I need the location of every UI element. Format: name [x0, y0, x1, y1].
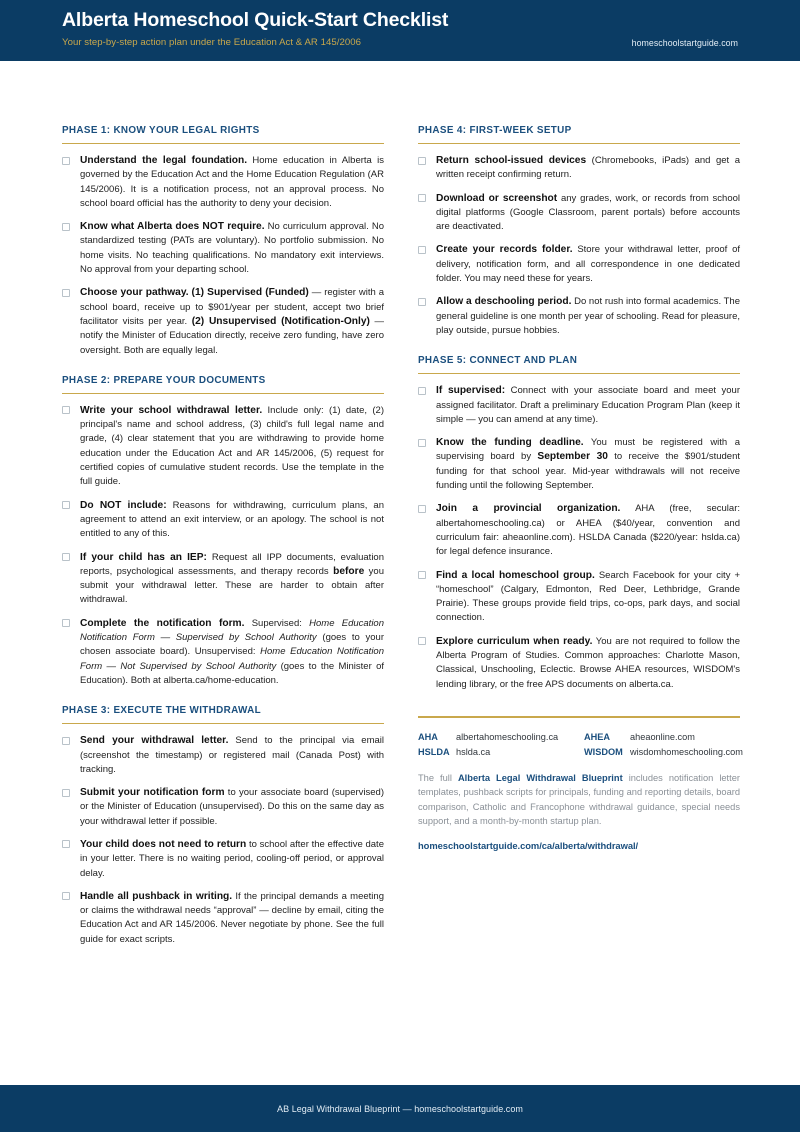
checkbox-icon[interactable]: [418, 157, 426, 165]
checklist-item-lead: Join a provincial organization.: [436, 503, 621, 515]
checklist-item[interactable]: [62, 499, 384, 542]
checklist-item[interactable]: [418, 635, 740, 692]
resource-org-url[interactable]: hslda.ca: [456, 746, 491, 757]
checklist-item-lead: Know what Alberta does NOT require.: [80, 221, 265, 233]
checklist-item[interactable]: [62, 404, 384, 490]
checklist-item-lead: Allow a deschooling period.: [436, 296, 572, 308]
checklist: [62, 734, 384, 947]
resource-org-name: AHEA: [584, 731, 611, 742]
checklist-item[interactable]: [62, 286, 384, 357]
checklist-item[interactable]: [62, 617, 384, 688]
checkbox-icon[interactable]: [418, 571, 426, 579]
checkbox-icon[interactable]: [418, 505, 426, 513]
checkbox-icon[interactable]: [418, 439, 426, 447]
checklist-item[interactable]: [418, 154, 740, 183]
checkbox-icon[interactable]: [62, 553, 70, 561]
checkbox-icon[interactable]: [62, 157, 70, 165]
checklist-item-lead: Understand the legal foundation.: [80, 155, 248, 166]
checklist-item-text: Choose your pathway. (1) Supervised (Funded) — register with a school board, receive up to $901/year per student, accept two brief facilitator visits per year. (2) Unsupervised (Notification-Only) — notify the Minister of Education directly, receive zero funding, have zero oversight. Both are equally legal.: [80, 287, 385, 356]
phase-block: [418, 125, 740, 338]
checklist-item-text: Complete the notification form. Supervised: Home Education Notification Form — Supervised by School Authority (goes to your chosen associate board). Unsupervised: Home Education Notification Form — Not Supervised by School Authority (goes to the Minister of Education). Both at alberta.ca/home-education.: [80, 617, 384, 686]
resource-org-url[interactable]: albertahomeschooling.ca: [456, 731, 559, 742]
resource-org-url[interactable]: wisdomhomeschooling.com: [630, 746, 743, 757]
checkbox-icon[interactable]: [62, 892, 70, 900]
checklist-item-text: Join a provincial organization. AHA (free, secular: albertahomeschooling.ca) or AHEA ($40/year, convention and curriculum fair: aheaonline.com). HSLDA Canada ($220/year: hslda.ca) for legal defence insurance.: [436, 503, 740, 558]
header-site-url: homeschoolstartguide.com: [631, 38, 738, 48]
checklist-item-text: Create your records folder. Store your withdrawal letter, proof of delivery, notification form, and all correspondence in one dedicated folder. You may need these for years.: [436, 244, 741, 285]
checklist-item[interactable]: [418, 502, 740, 559]
phase-heading: PHASE 5: CONNECT AND PLAN: [418, 355, 578, 367]
checkbox-icon[interactable]: [62, 501, 70, 509]
resource-org-url[interactable]: aheaonline.com: [630, 731, 695, 742]
document-footer: [0, 1085, 800, 1132]
checklist-item-lead: Create your records folder.: [436, 244, 573, 256]
resource-list: [418, 731, 743, 759]
checklist-item-lead: Find a local homeschool group.: [436, 569, 595, 581]
checkbox-icon[interactable]: [418, 637, 426, 645]
checklist-item-lead: Do NOT include:: [80, 499, 167, 511]
checkbox-icon[interactable]: [62, 289, 70, 297]
document-header: [0, 0, 800, 61]
checklist-item-lead: Submit your notification form: [80, 787, 225, 799]
checklist-item[interactable]: [62, 734, 384, 777]
left-column: [62, 125, 384, 964]
checklist-item-lead: Choose your pathway.: [80, 287, 189, 299]
phase-heading: PHASE 1: KNOW YOUR LEGAL RIGHTS: [62, 125, 260, 136]
checklist-item[interactable]: [62, 838, 384, 881]
checklist-item-text: Do NOT include: Reasons for withdrawing, curriculum plans, an agreement to attend an exit interview, or an apology. The school is not entitled to any of this.: [80, 499, 384, 540]
checkbox-icon[interactable]: [418, 387, 426, 395]
phase-divider: [418, 143, 740, 144]
checklist-item-lead: Download or screenshot: [436, 192, 558, 204]
phase-block: [62, 705, 384, 947]
checklist-item-text: Explore curriculum when ready. You are not required to follow the Alberta Program of Studies. Common approaches: Charlotte Mason, Classical, Unschooling, Eclectic. Browse AHEA resources, WISDOM's lending library, or the free APS documents on alberta.ca.: [436, 635, 740, 690]
checklist-item-lead: Return school-issued devices: [436, 155, 587, 166]
checklist-item-text: Send your withdrawal letter. Send to the principal via email (screenshot the timestamp) or registered mail (Canada Post) with tracking.: [80, 735, 384, 775]
resource-org-name: AHA: [418, 731, 438, 742]
checkbox-icon[interactable]: [62, 789, 70, 797]
checklist-item-text: Know the funding deadline. You must be registered with a supervising board by September 30 to receive the $901/student funding for that school year. Mid-year withdrawals will not receive funding until the following September.: [436, 437, 740, 492]
checklist-item-lead: If your child has an IEP:: [80, 551, 207, 563]
checkbox-icon[interactable]: [418, 298, 426, 306]
blueprint-note: The full Alberta Legal Withdrawal Blueprint includes notification letter templates, pushback scripts for principals, funding and reporting details, board comparison, Catholic and Francophone withdrawal guidance, special needs support, and a month-by-month startup plan.: [418, 772, 740, 826]
checklist-item-text: Find a local homeschool group. Search Facebook for your city + “homeschool” (Calgary, Edmonton, Red Deer, Lethbridge, Grande Prairie). These groups provide field trips, co-ops, park days, and social connection.: [436, 569, 740, 624]
checklist-item-text: If your child has an IEP: Request all IPP documents, evaluation reports, psychological assessments, and therapy records before you submit your withdrawal letter. These are harder to obtain after withdrawal.: [80, 551, 384, 606]
resource-divider: [418, 716, 740, 718]
checklist: [418, 384, 740, 692]
checklist-item[interactable]: [418, 436, 740, 493]
checkbox-icon[interactable]: [418, 194, 426, 202]
checklist-item-text: Handle all pushback in writing. If the principal demands a meeting or claims the withdrawal needs “approval” — decline by email, citing the Education Act and AR 145/2006. Never negotiate by phone. See the full guide for exact scripts.: [80, 890, 384, 945]
document-body: [0, 61, 800, 964]
checklist-item[interactable]: [418, 295, 740, 338]
header-inner: [0, 9, 800, 61]
checklist-item[interactable]: [418, 569, 740, 626]
checklist-item[interactable]: [418, 384, 740, 427]
checklist-item-text: Download or screenshot any grades, work, or records from school digital platforms (Google Classroom, parent portals) before accounts are deactivated.: [436, 192, 741, 233]
phase-heading: PHASE 2: PREPARE YOUR DOCUMENTS: [62, 374, 266, 386]
blueprint-title: Alberta Legal Withdrawal Blueprint: [457, 772, 623, 783]
checklist-item-lead: Your child does not need to return: [80, 838, 247, 850]
checkbox-icon[interactable]: [62, 737, 70, 745]
checklist-item-lead: Send your withdrawal letter.: [80, 735, 229, 747]
checkbox-icon[interactable]: [62, 223, 70, 231]
phase-divider: [62, 723, 384, 724]
checklist-item[interactable]: [418, 192, 740, 235]
checklist-item[interactable]: [62, 154, 384, 211]
checklist-item-lead: Handle all pushback in writing.: [80, 890, 233, 902]
page-title: Alberta Homeschool Quick-Start Checklist: [62, 9, 449, 31]
right-column: [418, 125, 743, 964]
checklist-item-lead: Complete the notification form.: [80, 617, 245, 629]
phase-divider: [62, 393, 384, 394]
checklist-item-lead: Know the funding deadline.: [436, 437, 584, 449]
checklist-item-text: Know what Alberta does NOT require. No curriculum approval. No standardized testing (PATs are voluntary). No portfolio submission. No home visits. No teaching qualifications. No mandatory exit interviews. No approval from your departing school.: [80, 221, 384, 276]
phase-block: [418, 355, 740, 692]
checklist-item-text: Allow a deschooling period. Do not rush into formal academics. The general guideline is one month per year of schooling. Read for pleasure, play outside, pursue hobbies.: [436, 296, 741, 336]
resource-org-name: HSLDA: [418, 746, 450, 757]
checkbox-icon[interactable]: [418, 246, 426, 254]
checklist-item[interactable]: [62, 220, 384, 277]
blueprint-link[interactable]: homeschoolstartguide.com/ca/alberta/withdrawal/: [418, 840, 639, 852]
checklist-item-text: Your child does not need to return to school after the effective date in your letter. There is no waiting period, cooling-off period, or approval delay.: [80, 838, 384, 879]
checklist: [62, 154, 384, 358]
phase-divider: [62, 143, 384, 144]
checklist-item[interactable]: [418, 243, 740, 286]
checklist-item[interactable]: [62, 551, 384, 608]
checklist: [62, 404, 384, 688]
phase-divider: [418, 373, 740, 374]
phase-heading: PHASE 3: EXECUTE THE WITHDRAWAL: [62, 705, 262, 717]
phase-heading: PHASE 4: FIRST-WEEK SETUP: [418, 125, 572, 136]
checkbox-icon[interactable]: [62, 840, 70, 848]
checkbox-icon[interactable]: [62, 406, 70, 414]
checklist-item-lead: Explore curriculum when ready.: [436, 635, 593, 647]
checklist-item-text: If supervised: Connect with your associate board and meet your assigned facilitator. Draft a preliminary Education Program Plan (keep it simple — you can amend at any time).: [436, 385, 740, 425]
footer-text: AB Legal Withdrawal Blueprint — homeschoolstartguide.com: [277, 1103, 523, 1114]
checklist-item-lead: If supervised:: [436, 385, 506, 397]
resource-org-name: WISDOM: [584, 746, 623, 757]
checklist-item[interactable]: [62, 786, 384, 829]
checklist-item[interactable]: [62, 890, 384, 947]
phase-block: [62, 125, 384, 358]
checklist-item-text: Understand the legal foundation. Home education in Alberta is governed by the Education Act and the Home Education Regulation (AR 145/2006). It is a notification process, not an approval process. No school board official has the authority to deny your decision.: [80, 155, 384, 209]
checklist-item-text: Submit your notification form to your associate board (supervised) or the Minister of Education (unsupervised). Do this on the same day as your withdrawal letter if possible.: [80, 787, 384, 827]
checkbox-icon[interactable]: [62, 619, 70, 627]
checklist-item-text: Write your school withdrawal letter. Include only: (1) date, (2) principal's name and school address, (3) child's full legal name and grade, (4) clear statement that you are withdrawing to provide home education under the Education Act and AR 145/2006, (5) request for certified copies of cumulative student records. Use the template in the full guide.: [80, 404, 384, 488]
checklist: [418, 154, 740, 338]
checklist-item-lead: Write your school withdrawal letter.: [80, 404, 263, 416]
page-subtitle: Your step-by-step action plan under the Education Act & AR 145/2006: [62, 37, 362, 48]
checklist-item-text: Return school-issued devices (Chromebooks, iPads) and get a written receipt confirming return.: [436, 155, 741, 181]
phase-block: [62, 375, 384, 688]
